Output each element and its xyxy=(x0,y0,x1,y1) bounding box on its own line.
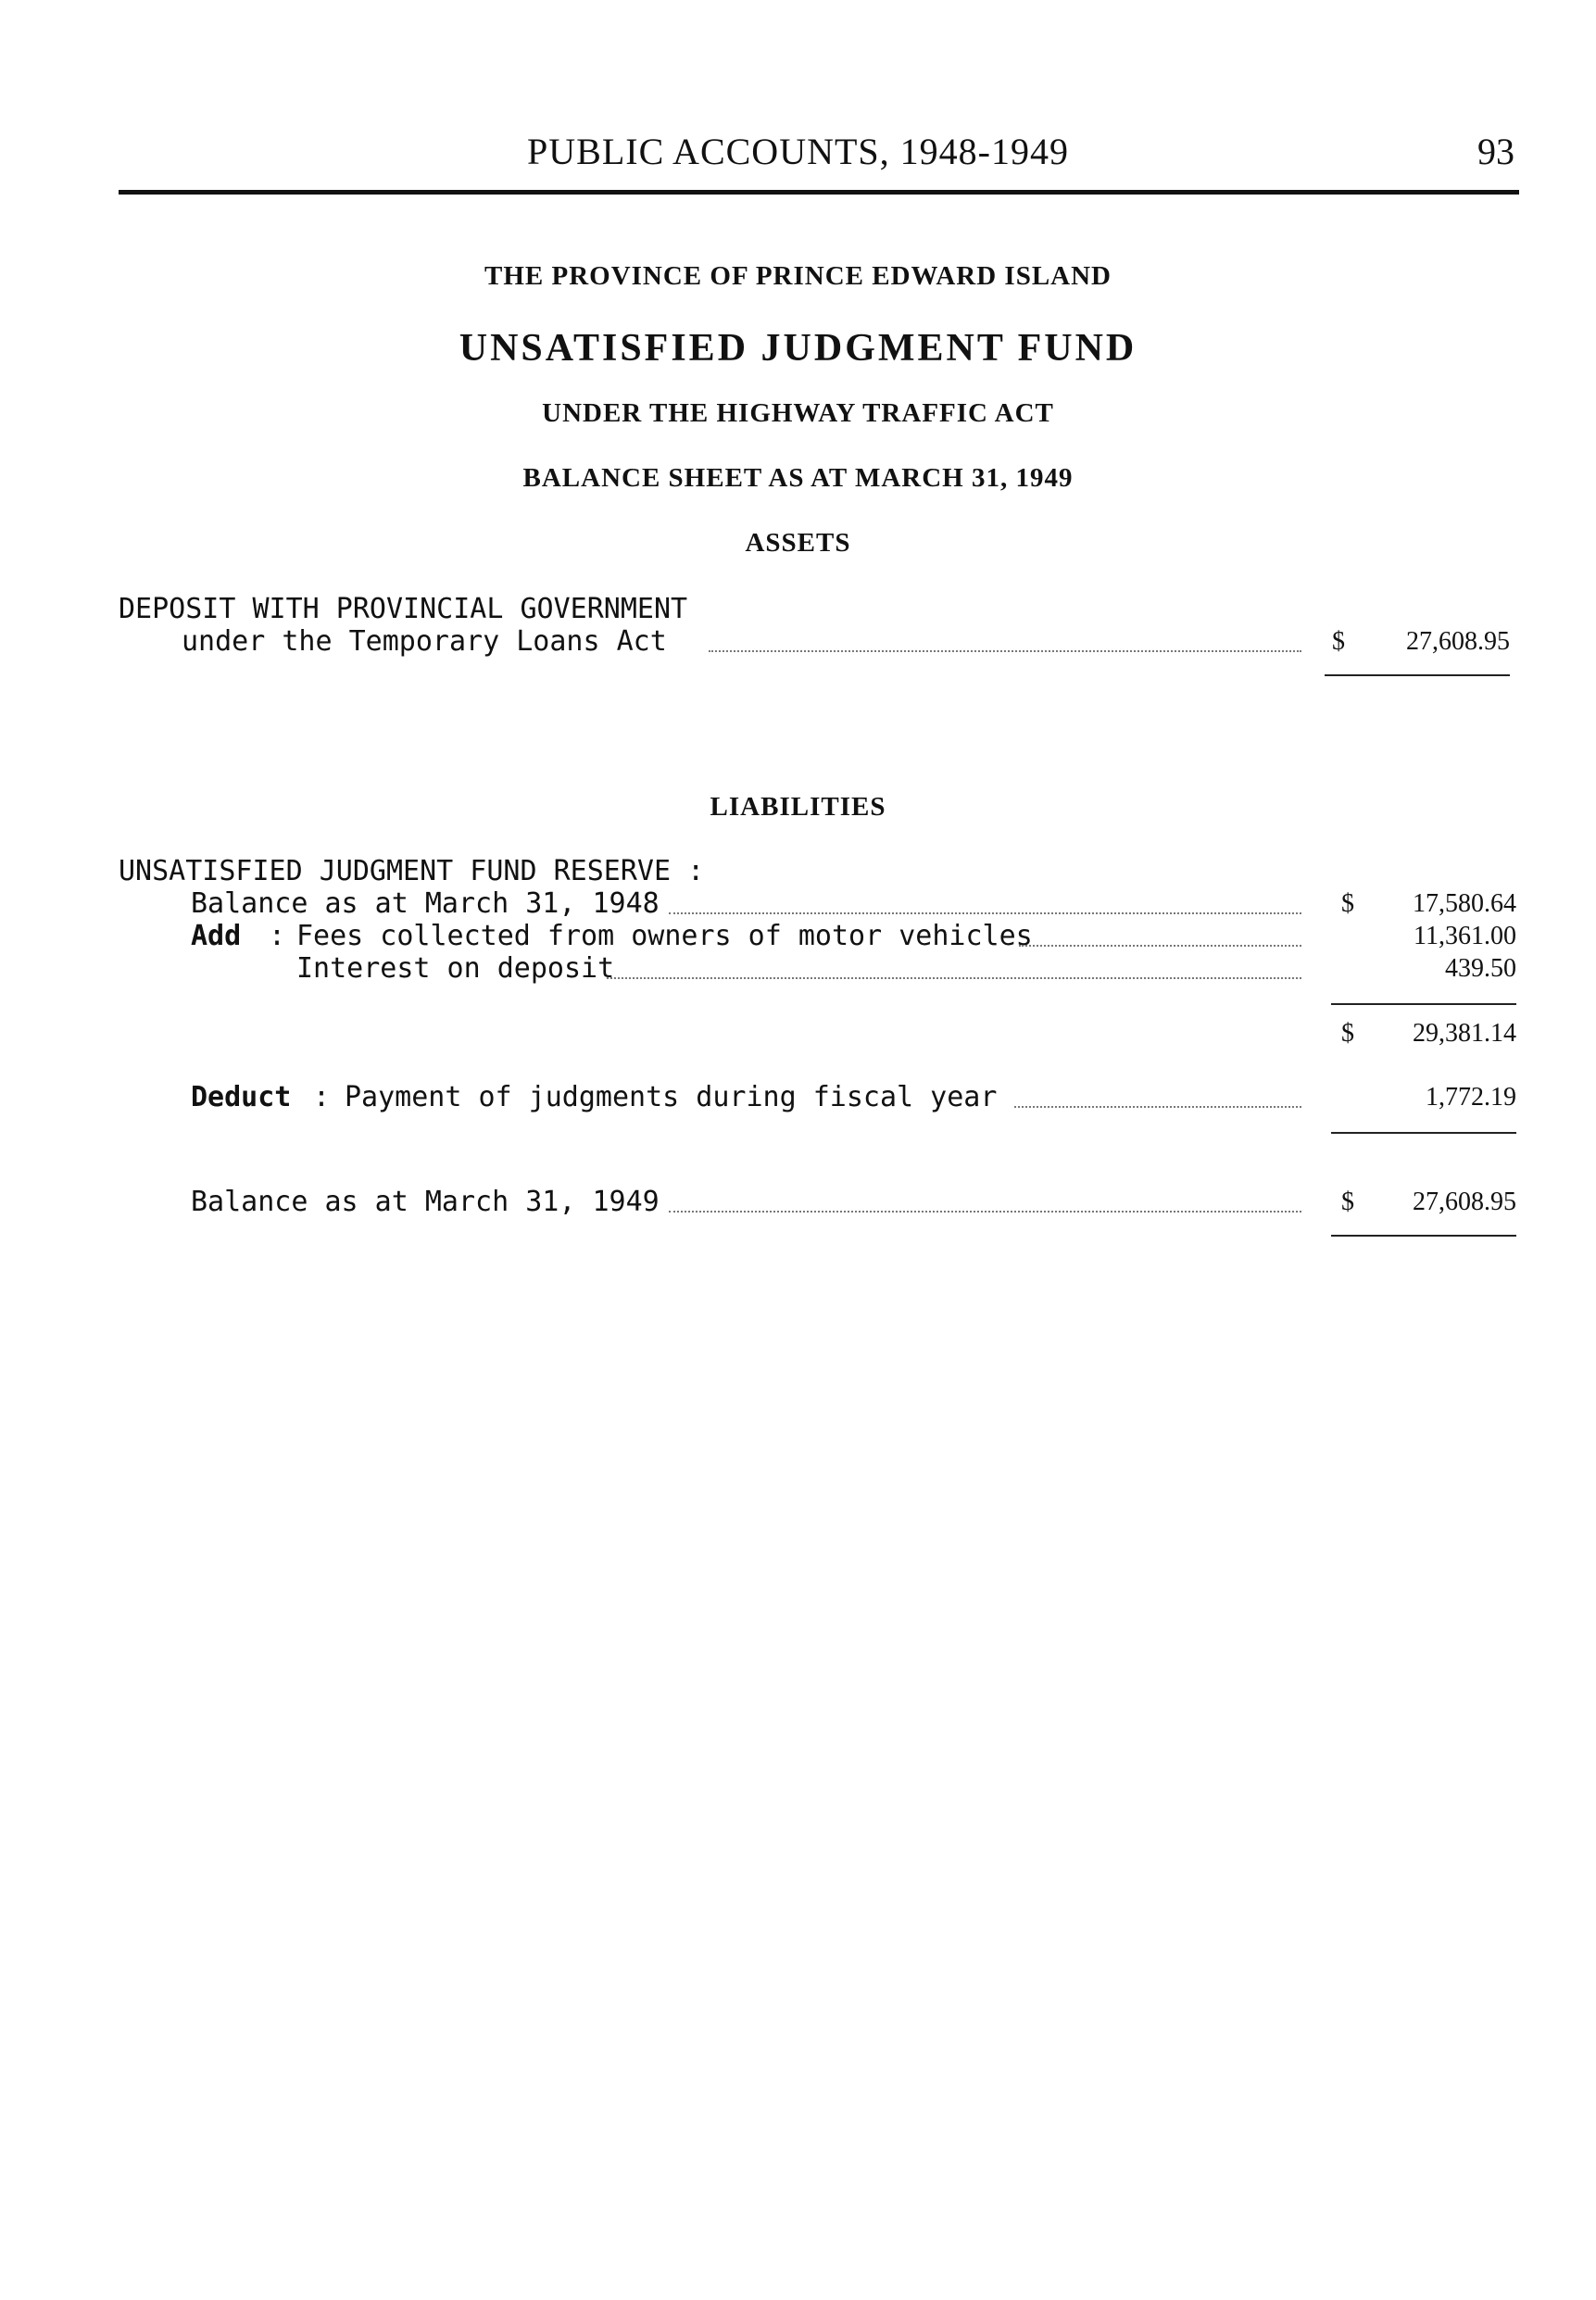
closing-amount: 27,608.95 xyxy=(1413,1188,1516,1216)
header-rule xyxy=(119,190,1519,195)
assets-deposit-sublabel: under the Temporary Loans Act xyxy=(182,625,667,658)
assets-heading: ASSETS xyxy=(745,528,851,558)
reserve-label: UNSATISFIED JUDGMENT FUND RESERVE : xyxy=(119,855,705,887)
subtotal-amount: 29,381.14 xyxy=(1413,1019,1516,1048)
deduct-text: Payment of judgments during fiscal year xyxy=(345,1081,998,1113)
deduct-label: Deduct xyxy=(191,1081,292,1113)
opening-balance-label: Balance as at March 31, 1948 xyxy=(191,887,660,920)
leader-dots xyxy=(1019,945,1301,947)
subtotal-rule xyxy=(1331,1003,1516,1005)
leader-dots xyxy=(1014,1106,1301,1108)
leader-dots xyxy=(709,650,1301,652)
fees-amount: 11,361.00 xyxy=(1414,922,1516,950)
add-separator: : xyxy=(269,920,286,952)
leader-dots xyxy=(669,1211,1301,1213)
act-subtitle: UNDER THE HIGHWAY TRAFFIC ACT xyxy=(542,398,1054,428)
deduct-rule xyxy=(1331,1132,1516,1134)
assets-deposit-label: DEPOSIT WITH PROVINCIAL GOVERNMENT xyxy=(119,593,688,625)
running-title: PUBLIC ACCOUNTS, 1948-1949 xyxy=(527,131,1069,172)
balance-sheet-date: BALANCE SHEET AS AT MARCH 31, 1949 xyxy=(522,463,1074,493)
opening-currency: $ xyxy=(1341,889,1354,918)
page-number: 93 xyxy=(1477,131,1514,172)
assets-amount: 27,608.95 xyxy=(1406,627,1510,656)
subtotal-currency: $ xyxy=(1341,1019,1354,1048)
closing-balance-label: Balance as at March 31, 1949 xyxy=(191,1186,660,1218)
closing-rule xyxy=(1331,1235,1516,1237)
province-title: THE PROVINCE OF PRINCE EDWARD ISLAND xyxy=(484,261,1112,291)
deduct-separator: : xyxy=(313,1081,331,1113)
fees-label: Fees collected from owners of motor vehicles xyxy=(296,920,1033,952)
opening-amount: 17,580.64 xyxy=(1413,889,1516,918)
liabilities-heading: LIABILITIES xyxy=(710,792,886,822)
leader-dots xyxy=(669,912,1301,914)
leader-dots xyxy=(607,977,1301,979)
interest-label: Interest on deposit xyxy=(296,952,615,985)
closing-currency: $ xyxy=(1341,1188,1354,1216)
interest-amount: 439.50 xyxy=(1445,954,1516,983)
deduct-amount: 1,772.19 xyxy=(1426,1083,1516,1112)
assets-currency: $ xyxy=(1332,627,1345,656)
assets-total-rule xyxy=(1325,674,1510,676)
add-label: Add xyxy=(191,920,242,952)
fund-title: UNSATISFIED JUDGMENT FUND xyxy=(459,327,1137,370)
